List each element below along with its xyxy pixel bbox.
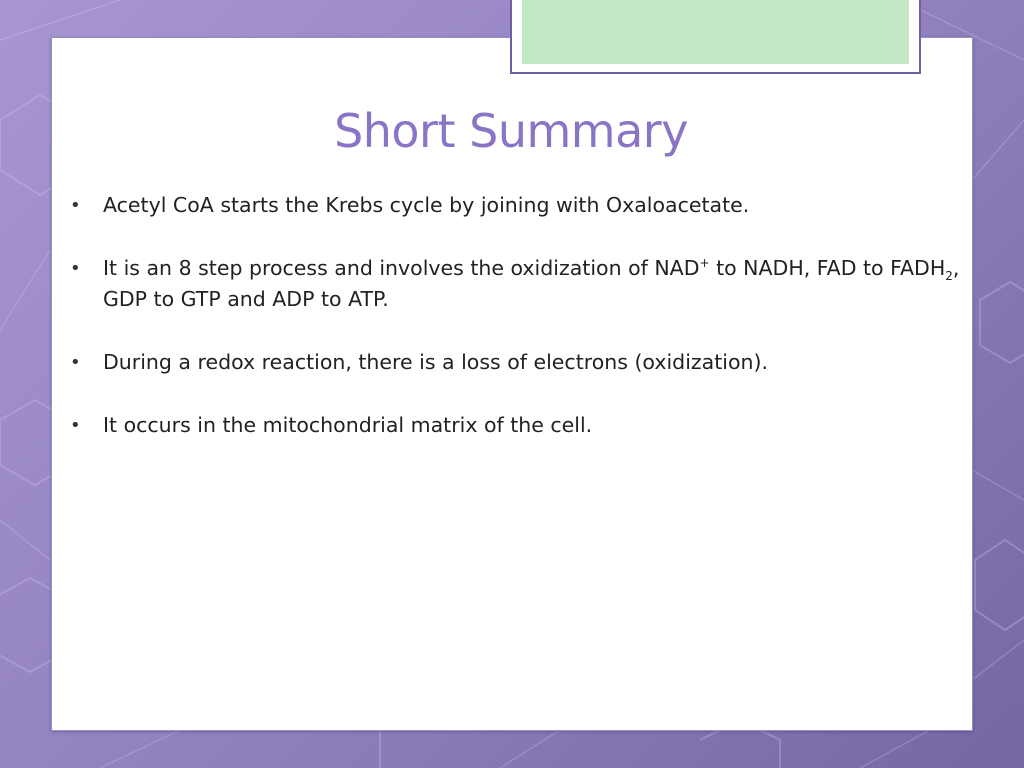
bullet-icon: • xyxy=(70,415,81,436)
bullet-icon: • xyxy=(70,195,81,216)
slide-title: Short Summary xyxy=(334,104,688,158)
bullet-item-process-steps xyxy=(70,253,960,315)
bullet-text-part: to NADH, FAD to FADH xyxy=(709,256,946,280)
bullet-icon: • xyxy=(70,352,81,373)
bullet-text: Acetyl CoA starts the Krebs cycle by joining with Oxaloacetate. xyxy=(103,193,750,217)
bullet-text: It occurs in the mitochondrial matrix of the cell. xyxy=(103,413,593,437)
bullet-text xyxy=(103,253,960,315)
bullet-list xyxy=(70,190,960,473)
bullet-text-part: , GDP to GTP and ADP to ATP. xyxy=(103,256,960,311)
bullet-item-location xyxy=(70,410,960,441)
accent-tab xyxy=(510,0,921,74)
bullet-icon: • xyxy=(70,258,81,279)
subscript-two: 2 xyxy=(945,269,953,284)
bullet-text: During a redox reaction, there is a loss of electrons (oxidization). xyxy=(103,350,768,374)
accent-tab-fill xyxy=(522,0,909,64)
bullet-item-krebs-start xyxy=(70,190,960,221)
superscript-plus: + xyxy=(699,256,710,271)
bullet-text-part: It is an 8 step process and involves the oxidization of NAD xyxy=(103,256,700,280)
bullet-item-redox xyxy=(70,347,960,378)
